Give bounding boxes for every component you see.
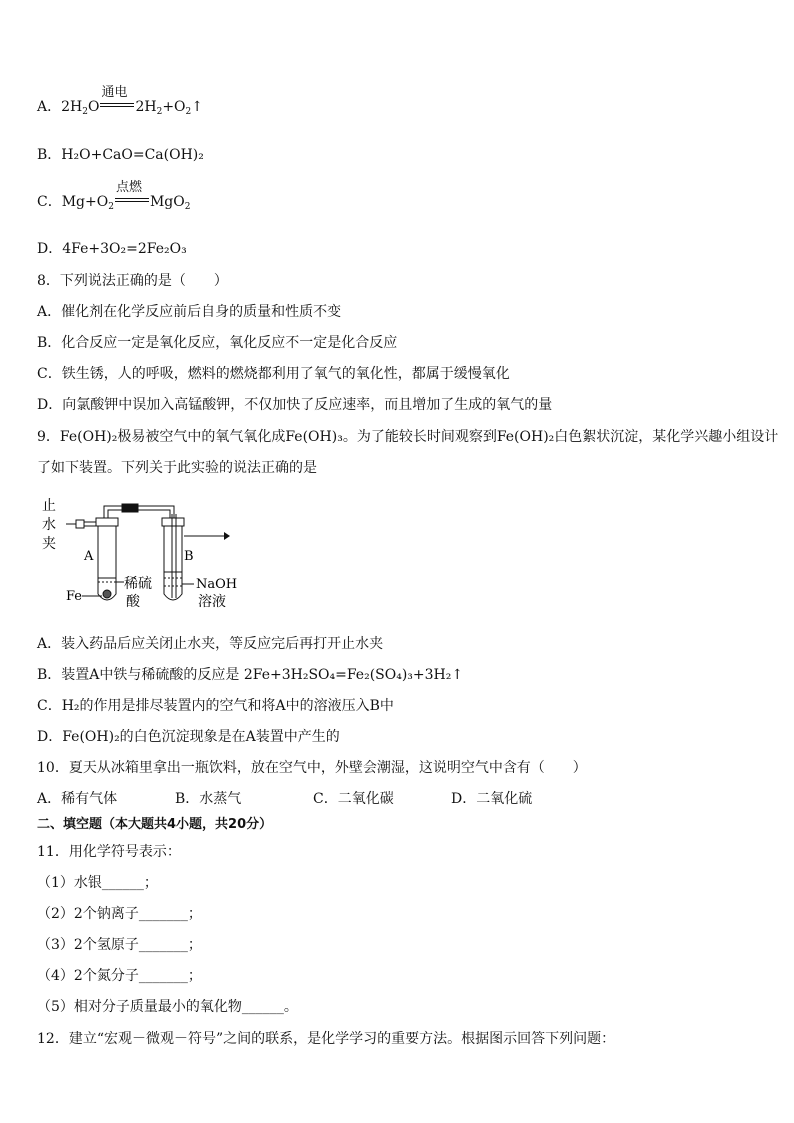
q12-stem: 12．建立“宏观－微观－符号”之间的联系，是化学学习的重要方法。根据图示回答下列问题： (37, 1031, 616, 1047)
q10-option-c: C．二氧化碳 (313, 791, 394, 807)
q11-item-4: （4）2个氮分子_______； (37, 968, 202, 984)
equals-double-line (115, 198, 149, 202)
formula-part: ↑ (191, 99, 204, 115)
option-label: B． (37, 147, 62, 163)
diagram-label-clamp-2: 水 (42, 517, 56, 533)
diagram-label-tube-b: B (184, 549, 194, 564)
formula-part: MgO (149, 194, 185, 210)
q8-option-b: B．化合反应一定是氧化反应，氧化反应不一定是化合反应 (37, 335, 398, 351)
diagram-label-tube-a: A (84, 549, 94, 564)
q7-option-d (37, 240, 187, 258)
diagram-label-naoh-1: NaOH (196, 577, 238, 592)
diagram-label-acid-1: 稀硫 (124, 576, 152, 592)
option-text: 4Fe+3O₂=2Fe₂O₃ (62, 241, 187, 257)
arrow-icon (224, 532, 230, 540)
q10-option-b: B．水蒸气 (175, 791, 242, 807)
subscript: 2 (185, 107, 192, 117)
option-text: H₂O+CaO=Ca(OH)₂ (61, 147, 204, 163)
option-label: D． (37, 241, 63, 257)
formula-part: 2H (135, 99, 157, 115)
q10-option-d: D．二氧化硫 (451, 791, 533, 807)
q11-item-3: （3）2个氢原子_______； (37, 937, 202, 953)
formula-part: Mg+O (61, 194, 109, 210)
q8-option-a: A．催化剂在化学反应前后自身的质量和性质不变 (37, 304, 342, 320)
q11-stem: 11．用化学符号表示： (37, 844, 181, 860)
subscript: 2 (108, 202, 114, 212)
q8-stem: 8．下列说法正确的是（ ） (37, 273, 228, 289)
diagram-label-clamp-3: 夹 (42, 536, 56, 552)
subscript: 2 (156, 107, 163, 117)
q11-item-1: （1）水银______； (37, 875, 158, 891)
diagram-label-naoh-2: 溶液 (198, 594, 226, 610)
formula-part: 2H (61, 99, 83, 115)
reaction-condition: 通电 (101, 85, 128, 100)
q10-option-a: A．稀有气体 (37, 791, 118, 807)
q9-option-c: C．H₂的作用是排尽装置内的空气和将A中的溶液压入B中 (37, 698, 394, 714)
formula-part: +O (162, 99, 186, 115)
reaction-condition: 点燃 (115, 180, 142, 195)
subscript: 2 (184, 202, 191, 212)
q7-option-c (37, 180, 191, 216)
q9-option-d: D．Fe(OH)₂的白色沉淀现象是在A装置中产生的 (37, 729, 340, 745)
q9-option-b: B．装置A中铁与稀硫酸的反应是 2Fe+3H₂SO₄=Fe₂(SO₄)₃+3H₂↑ (37, 667, 464, 683)
q8-option-d: D．向氯酸钾中误加入高锰酸钾，不仅加快了反应速率，而且增加了生成的氧气的量 (37, 397, 553, 413)
option-label: A． (37, 99, 62, 115)
diagram-label-clamp-1: 止 (42, 498, 56, 514)
diagram-label-acid-2: 酸 (126, 594, 140, 610)
q9-stem-line2: 了如下装置。下列关于此实验的说法正确的是 (37, 460, 317, 476)
q10-stem: 10．夏天从冰箱里拿出一瓶饮料，放在空气中，外壁会潮湿，这说明空气中含有（ ） (37, 760, 587, 776)
q11-item-2: （2）2个钠离子_______； (37, 906, 202, 922)
q7-option-a (37, 85, 204, 121)
q10-options (37, 790, 532, 808)
apparatus-diagram (38, 494, 248, 614)
section-heading: 二、填空题（本大题共4小题，共20分） (37, 817, 273, 832)
subscript: 2 (82, 107, 88, 117)
equals-double-line (100, 103, 134, 107)
q11-item-5: （5）相对分子质量最小的氧化物______。 (37, 999, 298, 1015)
diagram-label-fe: Fe (66, 589, 83, 604)
formula-part: O (87, 99, 100, 115)
q9-stem-line1: 9．Fe(OH)₂极易被空气中的氧气氧化成Fe(OH)₃。为了能较长时间观察到Fe(OH)₂白色絮状沉淀，某化学兴趣小组设计 (37, 429, 779, 445)
option-label: C． (37, 194, 62, 210)
q7-option-b (37, 146, 204, 164)
q8-option-c: C．铁生锈，人的呼吸，燃料的燃烧都利用了氧气的氧化性，都属于缓慢氧化 (37, 366, 510, 382)
q9-option-a: A．装入药品后应关闭止水夹，等反应完后再打开止水夹 (37, 636, 384, 652)
